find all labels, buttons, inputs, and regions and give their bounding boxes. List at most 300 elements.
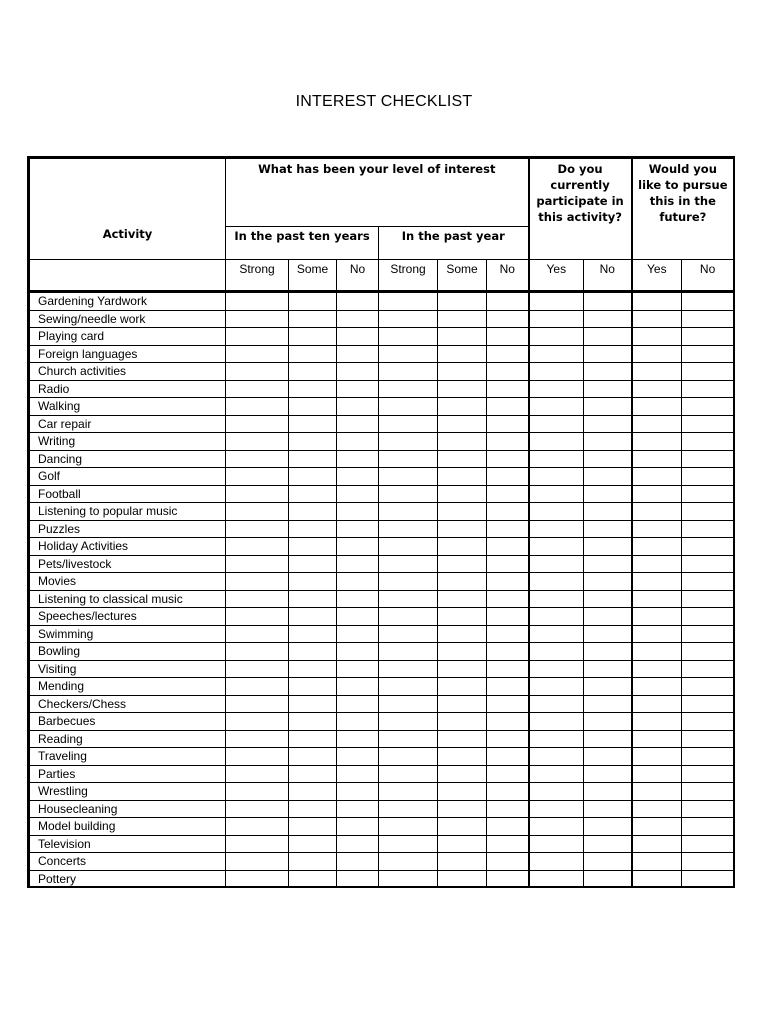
checkbox-cell-participate-yes[interactable]	[529, 310, 584, 328]
checkbox-cell-pursue-yes[interactable]	[632, 800, 682, 818]
checkbox-cell-participate-yes[interactable]	[529, 573, 584, 591]
checkbox-cell-pursue-yes[interactable]	[632, 765, 682, 783]
checkbox-cell-pursue-yes[interactable]	[632, 590, 682, 608]
checkbox-cell-ten-years-no[interactable]	[337, 608, 379, 626]
checkbox-cell-participate-no[interactable]	[584, 433, 632, 451]
checkbox-cell-pursue-yes[interactable]	[632, 853, 682, 871]
checkbox-cell-pursue-no[interactable]	[682, 730, 734, 748]
checkbox-cell-ten-years-strong[interactable]	[226, 608, 289, 626]
checkbox-cell-past-year-strong[interactable]	[379, 293, 438, 311]
checkbox-cell-participate-no[interactable]	[584, 783, 632, 801]
checkbox-cell-pursue-no[interactable]	[682, 468, 734, 486]
checkbox-cell-participate-yes[interactable]	[529, 818, 584, 836]
checkbox-cell-ten-years-strong[interactable]	[226, 678, 289, 696]
checkbox-cell-past-year-strong[interactable]	[379, 485, 438, 503]
checkbox-cell-pursue-yes[interactable]	[632, 713, 682, 731]
checkbox-cell-past-year-no[interactable]	[487, 450, 529, 468]
checkbox-cell-ten-years-some[interactable]	[289, 870, 337, 888]
checkbox-cell-ten-years-some[interactable]	[289, 643, 337, 661]
checkbox-cell-participate-no[interactable]	[584, 293, 632, 311]
checkbox-cell-ten-years-no[interactable]	[337, 398, 379, 416]
checkbox-cell-pursue-yes[interactable]	[632, 433, 682, 451]
checkbox-cell-pursue-yes[interactable]	[632, 415, 682, 433]
checkbox-cell-participate-yes[interactable]	[529, 748, 584, 766]
checkbox-cell-ten-years-no[interactable]	[337, 730, 379, 748]
checkbox-cell-past-year-strong[interactable]	[379, 310, 438, 328]
checkbox-cell-past-year-some[interactable]	[438, 695, 487, 713]
checkbox-cell-past-year-some[interactable]	[438, 468, 487, 486]
checkbox-cell-pursue-no[interactable]	[682, 415, 734, 433]
checkbox-cell-ten-years-strong[interactable]	[226, 450, 289, 468]
checkbox-cell-past-year-strong[interactable]	[379, 818, 438, 836]
checkbox-cell-pursue-no[interactable]	[682, 765, 734, 783]
checkbox-cell-past-year-strong[interactable]	[379, 590, 438, 608]
checkbox-cell-ten-years-some[interactable]	[289, 608, 337, 626]
checkbox-cell-ten-years-strong[interactable]	[226, 853, 289, 871]
checkbox-cell-past-year-strong[interactable]	[379, 678, 438, 696]
checkbox-cell-past-year-strong[interactable]	[379, 748, 438, 766]
checkbox-cell-participate-yes[interactable]	[529, 660, 584, 678]
checkbox-cell-past-year-some[interactable]	[438, 573, 487, 591]
checkbox-cell-ten-years-some[interactable]	[289, 363, 337, 381]
checkbox-cell-past-year-no[interactable]	[487, 520, 529, 538]
checkbox-cell-ten-years-no[interactable]	[337, 870, 379, 888]
checkbox-cell-pursue-yes[interactable]	[632, 468, 682, 486]
checkbox-cell-past-year-no[interactable]	[487, 310, 529, 328]
checkbox-cell-participate-no[interactable]	[584, 520, 632, 538]
checkbox-cell-participate-no[interactable]	[584, 380, 632, 398]
checkbox-cell-ten-years-no[interactable]	[337, 380, 379, 398]
checkbox-cell-ten-years-some[interactable]	[289, 713, 337, 731]
checkbox-cell-pursue-yes[interactable]	[632, 695, 682, 713]
checkbox-cell-past-year-no[interactable]	[487, 293, 529, 311]
checkbox-cell-pursue-no[interactable]	[682, 870, 734, 888]
checkbox-cell-participate-no[interactable]	[584, 310, 632, 328]
checkbox-cell-ten-years-strong[interactable]	[226, 730, 289, 748]
checkbox-cell-ten-years-some[interactable]	[289, 555, 337, 573]
checkbox-cell-ten-years-strong[interactable]	[226, 468, 289, 486]
checkbox-cell-ten-years-strong[interactable]	[226, 398, 289, 416]
checkbox-cell-pursue-no[interactable]	[682, 590, 734, 608]
checkbox-cell-ten-years-some[interactable]	[289, 590, 337, 608]
checkbox-cell-ten-years-no[interactable]	[337, 328, 379, 346]
checkbox-cell-ten-years-some[interactable]	[289, 485, 337, 503]
checkbox-cell-past-year-no[interactable]	[487, 800, 529, 818]
checkbox-cell-past-year-some[interactable]	[438, 853, 487, 871]
checkbox-cell-past-year-no[interactable]	[487, 748, 529, 766]
checkbox-cell-ten-years-no[interactable]	[337, 415, 379, 433]
checkbox-cell-past-year-some[interactable]	[438, 328, 487, 346]
checkbox-cell-ten-years-no[interactable]	[337, 678, 379, 696]
checkbox-cell-pursue-yes[interactable]	[632, 398, 682, 416]
checkbox-cell-participate-no[interactable]	[584, 608, 632, 626]
checkbox-cell-participate-no[interactable]	[584, 800, 632, 818]
checkbox-cell-participate-no[interactable]	[584, 398, 632, 416]
checkbox-cell-participate-no[interactable]	[584, 660, 632, 678]
checkbox-cell-past-year-some[interactable]	[438, 345, 487, 363]
checkbox-cell-ten-years-some[interactable]	[289, 398, 337, 416]
checkbox-cell-pursue-no[interactable]	[682, 310, 734, 328]
checkbox-cell-past-year-some[interactable]	[438, 538, 487, 556]
checkbox-cell-pursue-no[interactable]	[682, 398, 734, 416]
checkbox-cell-past-year-no[interactable]	[487, 713, 529, 731]
checkbox-cell-pursue-no[interactable]	[682, 328, 734, 346]
checkbox-cell-pursue-yes[interactable]	[632, 485, 682, 503]
checkbox-cell-ten-years-no[interactable]	[337, 485, 379, 503]
checkbox-cell-ten-years-no[interactable]	[337, 450, 379, 468]
checkbox-cell-pursue-no[interactable]	[682, 800, 734, 818]
checkbox-cell-past-year-no[interactable]	[487, 363, 529, 381]
checkbox-cell-participate-no[interactable]	[584, 450, 632, 468]
checkbox-cell-past-year-strong[interactable]	[379, 783, 438, 801]
checkbox-cell-ten-years-some[interactable]	[289, 660, 337, 678]
checkbox-cell-past-year-some[interactable]	[438, 625, 487, 643]
checkbox-cell-participate-yes[interactable]	[529, 380, 584, 398]
checkbox-cell-ten-years-some[interactable]	[289, 625, 337, 643]
checkbox-cell-pursue-no[interactable]	[682, 538, 734, 556]
checkbox-cell-past-year-strong[interactable]	[379, 380, 438, 398]
checkbox-cell-ten-years-no[interactable]	[337, 555, 379, 573]
checkbox-cell-pursue-no[interactable]	[682, 380, 734, 398]
checkbox-cell-pursue-yes[interactable]	[632, 748, 682, 766]
checkbox-cell-past-year-some[interactable]	[438, 310, 487, 328]
checkbox-cell-pursue-no[interactable]	[682, 678, 734, 696]
checkbox-cell-participate-yes[interactable]	[529, 520, 584, 538]
checkbox-cell-ten-years-strong[interactable]	[226, 520, 289, 538]
checkbox-cell-past-year-some[interactable]	[438, 643, 487, 661]
checkbox-cell-past-year-no[interactable]	[487, 695, 529, 713]
checkbox-cell-past-year-no[interactable]	[487, 783, 529, 801]
checkbox-cell-ten-years-some[interactable]	[289, 415, 337, 433]
checkbox-cell-pursue-yes[interactable]	[632, 730, 682, 748]
checkbox-cell-pursue-yes[interactable]	[632, 835, 682, 853]
checkbox-cell-pursue-no[interactable]	[682, 450, 734, 468]
checkbox-cell-participate-yes[interactable]	[529, 538, 584, 556]
checkbox-cell-ten-years-no[interactable]	[337, 818, 379, 836]
checkbox-cell-ten-years-strong[interactable]	[226, 643, 289, 661]
checkbox-cell-pursue-no[interactable]	[682, 783, 734, 801]
checkbox-cell-past-year-no[interactable]	[487, 818, 529, 836]
checkbox-cell-past-year-some[interactable]	[438, 783, 487, 801]
checkbox-cell-ten-years-no[interactable]	[337, 433, 379, 451]
checkbox-cell-past-year-strong[interactable]	[379, 503, 438, 521]
checkbox-cell-past-year-some[interactable]	[438, 380, 487, 398]
checkbox-cell-past-year-strong[interactable]	[379, 450, 438, 468]
checkbox-cell-ten-years-strong[interactable]	[226, 415, 289, 433]
checkbox-cell-past-year-no[interactable]	[487, 870, 529, 888]
checkbox-cell-pursue-no[interactable]	[682, 485, 734, 503]
checkbox-cell-participate-yes[interactable]	[529, 783, 584, 801]
checkbox-cell-past-year-strong[interactable]	[379, 363, 438, 381]
checkbox-cell-past-year-some[interactable]	[438, 415, 487, 433]
checkbox-cell-ten-years-strong[interactable]	[226, 625, 289, 643]
checkbox-cell-pursue-yes[interactable]	[632, 660, 682, 678]
checkbox-cell-pursue-yes[interactable]	[632, 608, 682, 626]
checkbox-cell-ten-years-some[interactable]	[289, 835, 337, 853]
checkbox-cell-participate-no[interactable]	[584, 643, 632, 661]
checkbox-cell-past-year-strong[interactable]	[379, 328, 438, 346]
checkbox-cell-ten-years-some[interactable]	[289, 573, 337, 591]
checkbox-cell-ten-years-strong[interactable]	[226, 555, 289, 573]
checkbox-cell-pursue-yes[interactable]	[632, 573, 682, 591]
checkbox-cell-past-year-no[interactable]	[487, 555, 529, 573]
checkbox-cell-ten-years-strong[interactable]	[226, 310, 289, 328]
checkbox-cell-past-year-no[interactable]	[487, 590, 529, 608]
checkbox-cell-past-year-no[interactable]	[487, 503, 529, 521]
checkbox-cell-ten-years-some[interactable]	[289, 345, 337, 363]
checkbox-cell-past-year-some[interactable]	[438, 450, 487, 468]
checkbox-cell-participate-no[interactable]	[584, 573, 632, 591]
checkbox-cell-past-year-strong[interactable]	[379, 643, 438, 661]
checkbox-cell-ten-years-no[interactable]	[337, 363, 379, 381]
checkbox-cell-past-year-some[interactable]	[438, 555, 487, 573]
checkbox-cell-participate-no[interactable]	[584, 538, 632, 556]
checkbox-cell-past-year-some[interactable]	[438, 800, 487, 818]
checkbox-cell-pursue-yes[interactable]	[632, 293, 682, 311]
checkbox-cell-pursue-yes[interactable]	[632, 363, 682, 381]
checkbox-cell-ten-years-strong[interactable]	[226, 363, 289, 381]
checkbox-cell-pursue-no[interactable]	[682, 608, 734, 626]
checkbox-cell-ten-years-some[interactable]	[289, 730, 337, 748]
checkbox-cell-participate-no[interactable]	[584, 328, 632, 346]
checkbox-cell-ten-years-no[interactable]	[337, 835, 379, 853]
checkbox-cell-ten-years-strong[interactable]	[226, 818, 289, 836]
checkbox-cell-ten-years-no[interactable]	[337, 590, 379, 608]
checkbox-cell-participate-yes[interactable]	[529, 835, 584, 853]
checkbox-cell-past-year-no[interactable]	[487, 538, 529, 556]
checkbox-cell-ten-years-no[interactable]	[337, 853, 379, 871]
checkbox-cell-participate-yes[interactable]	[529, 800, 584, 818]
checkbox-cell-past-year-strong[interactable]	[379, 345, 438, 363]
checkbox-cell-participate-no[interactable]	[584, 625, 632, 643]
checkbox-cell-participate-no[interactable]	[584, 590, 632, 608]
checkbox-cell-ten-years-no[interactable]	[337, 748, 379, 766]
checkbox-cell-pursue-no[interactable]	[682, 748, 734, 766]
checkbox-cell-participate-yes[interactable]	[529, 643, 584, 661]
checkbox-cell-past-year-no[interactable]	[487, 433, 529, 451]
checkbox-cell-ten-years-some[interactable]	[289, 678, 337, 696]
checkbox-cell-ten-years-no[interactable]	[337, 538, 379, 556]
checkbox-cell-ten-years-no[interactable]	[337, 695, 379, 713]
checkbox-cell-ten-years-some[interactable]	[289, 765, 337, 783]
checkbox-cell-past-year-strong[interactable]	[379, 713, 438, 731]
checkbox-cell-past-year-no[interactable]	[487, 853, 529, 871]
checkbox-cell-pursue-yes[interactable]	[632, 870, 682, 888]
checkbox-cell-ten-years-some[interactable]	[289, 433, 337, 451]
checkbox-cell-ten-years-some[interactable]	[289, 293, 337, 311]
checkbox-cell-pursue-yes[interactable]	[632, 450, 682, 468]
checkbox-cell-participate-no[interactable]	[584, 485, 632, 503]
checkbox-cell-past-year-some[interactable]	[438, 398, 487, 416]
checkbox-cell-past-year-no[interactable]	[487, 660, 529, 678]
checkbox-cell-ten-years-no[interactable]	[337, 468, 379, 486]
checkbox-cell-ten-years-no[interactable]	[337, 713, 379, 731]
checkbox-cell-ten-years-strong[interactable]	[226, 293, 289, 311]
checkbox-cell-participate-no[interactable]	[584, 363, 632, 381]
checkbox-cell-pursue-yes[interactable]	[632, 310, 682, 328]
checkbox-cell-past-year-some[interactable]	[438, 678, 487, 696]
checkbox-cell-past-year-no[interactable]	[487, 625, 529, 643]
checkbox-cell-ten-years-some[interactable]	[289, 328, 337, 346]
checkbox-cell-pursue-yes[interactable]	[632, 555, 682, 573]
checkbox-cell-ten-years-strong[interactable]	[226, 485, 289, 503]
checkbox-cell-ten-years-some[interactable]	[289, 450, 337, 468]
checkbox-cell-past-year-no[interactable]	[487, 730, 529, 748]
checkbox-cell-ten-years-no[interactable]	[337, 503, 379, 521]
checkbox-cell-past-year-some[interactable]	[438, 818, 487, 836]
checkbox-cell-pursue-yes[interactable]	[632, 380, 682, 398]
checkbox-cell-pursue-no[interactable]	[682, 503, 734, 521]
checkbox-cell-past-year-strong[interactable]	[379, 853, 438, 871]
checkbox-cell-participate-yes[interactable]	[529, 730, 584, 748]
checkbox-cell-ten-years-some[interactable]	[289, 380, 337, 398]
checkbox-cell-pursue-no[interactable]	[682, 853, 734, 871]
checkbox-cell-past-year-some[interactable]	[438, 503, 487, 521]
checkbox-cell-ten-years-no[interactable]	[337, 625, 379, 643]
checkbox-cell-participate-yes[interactable]	[529, 468, 584, 486]
checkbox-cell-ten-years-some[interactable]	[289, 800, 337, 818]
checkbox-cell-past-year-strong[interactable]	[379, 695, 438, 713]
checkbox-cell-pursue-yes[interactable]	[632, 783, 682, 801]
checkbox-cell-ten-years-strong[interactable]	[226, 800, 289, 818]
checkbox-cell-past-year-some[interactable]	[438, 660, 487, 678]
checkbox-cell-participate-no[interactable]	[584, 713, 632, 731]
checkbox-cell-ten-years-some[interactable]	[289, 520, 337, 538]
checkbox-cell-participate-yes[interactable]	[529, 853, 584, 871]
checkbox-cell-participate-yes[interactable]	[529, 415, 584, 433]
checkbox-cell-past-year-strong[interactable]	[379, 415, 438, 433]
checkbox-cell-ten-years-no[interactable]	[337, 800, 379, 818]
checkbox-cell-past-year-strong[interactable]	[379, 800, 438, 818]
checkbox-cell-participate-no[interactable]	[584, 835, 632, 853]
checkbox-cell-past-year-some[interactable]	[438, 433, 487, 451]
checkbox-cell-past-year-strong[interactable]	[379, 608, 438, 626]
checkbox-cell-ten-years-strong[interactable]	[226, 433, 289, 451]
checkbox-cell-past-year-no[interactable]	[487, 765, 529, 783]
checkbox-cell-past-year-some[interactable]	[438, 835, 487, 853]
checkbox-cell-pursue-yes[interactable]	[632, 345, 682, 363]
checkbox-cell-ten-years-some[interactable]	[289, 695, 337, 713]
checkbox-cell-participate-yes[interactable]	[529, 363, 584, 381]
checkbox-cell-past-year-some[interactable]	[438, 520, 487, 538]
checkbox-cell-participate-yes[interactable]	[529, 625, 584, 643]
checkbox-cell-past-year-strong[interactable]	[379, 520, 438, 538]
checkbox-cell-past-year-some[interactable]	[438, 590, 487, 608]
checkbox-cell-participate-yes[interactable]	[529, 555, 584, 573]
checkbox-cell-pursue-no[interactable]	[682, 573, 734, 591]
checkbox-cell-ten-years-some[interactable]	[289, 818, 337, 836]
checkbox-cell-participate-no[interactable]	[584, 345, 632, 363]
checkbox-cell-ten-years-some[interactable]	[289, 468, 337, 486]
checkbox-cell-past-year-no[interactable]	[487, 468, 529, 486]
checkbox-cell-past-year-no[interactable]	[487, 398, 529, 416]
checkbox-cell-pursue-no[interactable]	[682, 555, 734, 573]
checkbox-cell-pursue-no[interactable]	[682, 520, 734, 538]
checkbox-cell-pursue-no[interactable]	[682, 643, 734, 661]
checkbox-cell-ten-years-strong[interactable]	[226, 503, 289, 521]
checkbox-cell-participate-no[interactable]	[584, 748, 632, 766]
checkbox-cell-participate-yes[interactable]	[529, 328, 584, 346]
checkbox-cell-pursue-no[interactable]	[682, 818, 734, 836]
checkbox-cell-ten-years-some[interactable]	[289, 538, 337, 556]
checkbox-cell-pursue-yes[interactable]	[632, 328, 682, 346]
checkbox-cell-pursue-no[interactable]	[682, 835, 734, 853]
checkbox-cell-ten-years-some[interactable]	[289, 783, 337, 801]
checkbox-cell-past-year-strong[interactable]	[379, 835, 438, 853]
checkbox-cell-pursue-no[interactable]	[682, 363, 734, 381]
checkbox-cell-ten-years-strong[interactable]	[226, 660, 289, 678]
checkbox-cell-ten-years-strong[interactable]	[226, 538, 289, 556]
checkbox-cell-ten-years-strong[interactable]	[226, 590, 289, 608]
checkbox-cell-past-year-strong[interactable]	[379, 765, 438, 783]
checkbox-cell-participate-no[interactable]	[584, 853, 632, 871]
checkbox-cell-past-year-strong[interactable]	[379, 660, 438, 678]
checkbox-cell-pursue-yes[interactable]	[632, 818, 682, 836]
checkbox-cell-participate-no[interactable]	[584, 503, 632, 521]
checkbox-cell-ten-years-no[interactable]	[337, 345, 379, 363]
checkbox-cell-past-year-some[interactable]	[438, 870, 487, 888]
checkbox-cell-past-year-no[interactable]	[487, 573, 529, 591]
checkbox-cell-ten-years-no[interactable]	[337, 765, 379, 783]
checkbox-cell-participate-yes[interactable]	[529, 398, 584, 416]
checkbox-cell-pursue-no[interactable]	[682, 695, 734, 713]
checkbox-cell-ten-years-no[interactable]	[337, 783, 379, 801]
checkbox-cell-past-year-strong[interactable]	[379, 555, 438, 573]
checkbox-cell-ten-years-some[interactable]	[289, 853, 337, 871]
checkbox-cell-participate-yes[interactable]	[529, 503, 584, 521]
checkbox-cell-past-year-strong[interactable]	[379, 468, 438, 486]
checkbox-cell-past-year-strong[interactable]	[379, 398, 438, 416]
checkbox-cell-past-year-strong[interactable]	[379, 730, 438, 748]
checkbox-cell-pursue-yes[interactable]	[632, 538, 682, 556]
checkbox-cell-participate-yes[interactable]	[529, 590, 584, 608]
checkbox-cell-participate-yes[interactable]	[529, 765, 584, 783]
checkbox-cell-ten-years-strong[interactable]	[226, 748, 289, 766]
checkbox-cell-ten-years-no[interactable]	[337, 293, 379, 311]
checkbox-cell-past-year-some[interactable]	[438, 713, 487, 731]
checkbox-cell-past-year-no[interactable]	[487, 678, 529, 696]
checkbox-cell-ten-years-strong[interactable]	[226, 713, 289, 731]
checkbox-cell-participate-yes[interactable]	[529, 713, 584, 731]
checkbox-cell-ten-years-strong[interactable]	[226, 835, 289, 853]
checkbox-cell-ten-years-strong[interactable]	[226, 695, 289, 713]
checkbox-cell-past-year-no[interactable]	[487, 345, 529, 363]
checkbox-cell-past-year-strong[interactable]	[379, 433, 438, 451]
checkbox-cell-past-year-no[interactable]	[487, 380, 529, 398]
checkbox-cell-participate-yes[interactable]	[529, 450, 584, 468]
checkbox-cell-ten-years-strong[interactable]	[226, 345, 289, 363]
checkbox-cell-past-year-no[interactable]	[487, 608, 529, 626]
checkbox-cell-ten-years-no[interactable]	[337, 310, 379, 328]
checkbox-cell-ten-years-no[interactable]	[337, 643, 379, 661]
checkbox-cell-past-year-no[interactable]	[487, 835, 529, 853]
checkbox-cell-participate-yes[interactable]	[529, 345, 584, 363]
checkbox-cell-ten-years-strong[interactable]	[226, 783, 289, 801]
checkbox-cell-participate-yes[interactable]	[529, 678, 584, 696]
checkbox-cell-past-year-strong[interactable]	[379, 870, 438, 888]
checkbox-cell-ten-years-strong[interactable]	[226, 380, 289, 398]
checkbox-cell-pursue-no[interactable]	[682, 293, 734, 311]
checkbox-cell-participate-no[interactable]	[584, 695, 632, 713]
checkbox-cell-past-year-strong[interactable]	[379, 538, 438, 556]
checkbox-cell-participate-yes[interactable]	[529, 695, 584, 713]
checkbox-cell-pursue-yes[interactable]	[632, 503, 682, 521]
checkbox-cell-past-year-some[interactable]	[438, 363, 487, 381]
checkbox-cell-participate-no[interactable]	[584, 555, 632, 573]
checkbox-cell-participate-yes[interactable]	[529, 485, 584, 503]
checkbox-cell-participate-no[interactable]	[584, 870, 632, 888]
checkbox-cell-ten-years-no[interactable]	[337, 660, 379, 678]
